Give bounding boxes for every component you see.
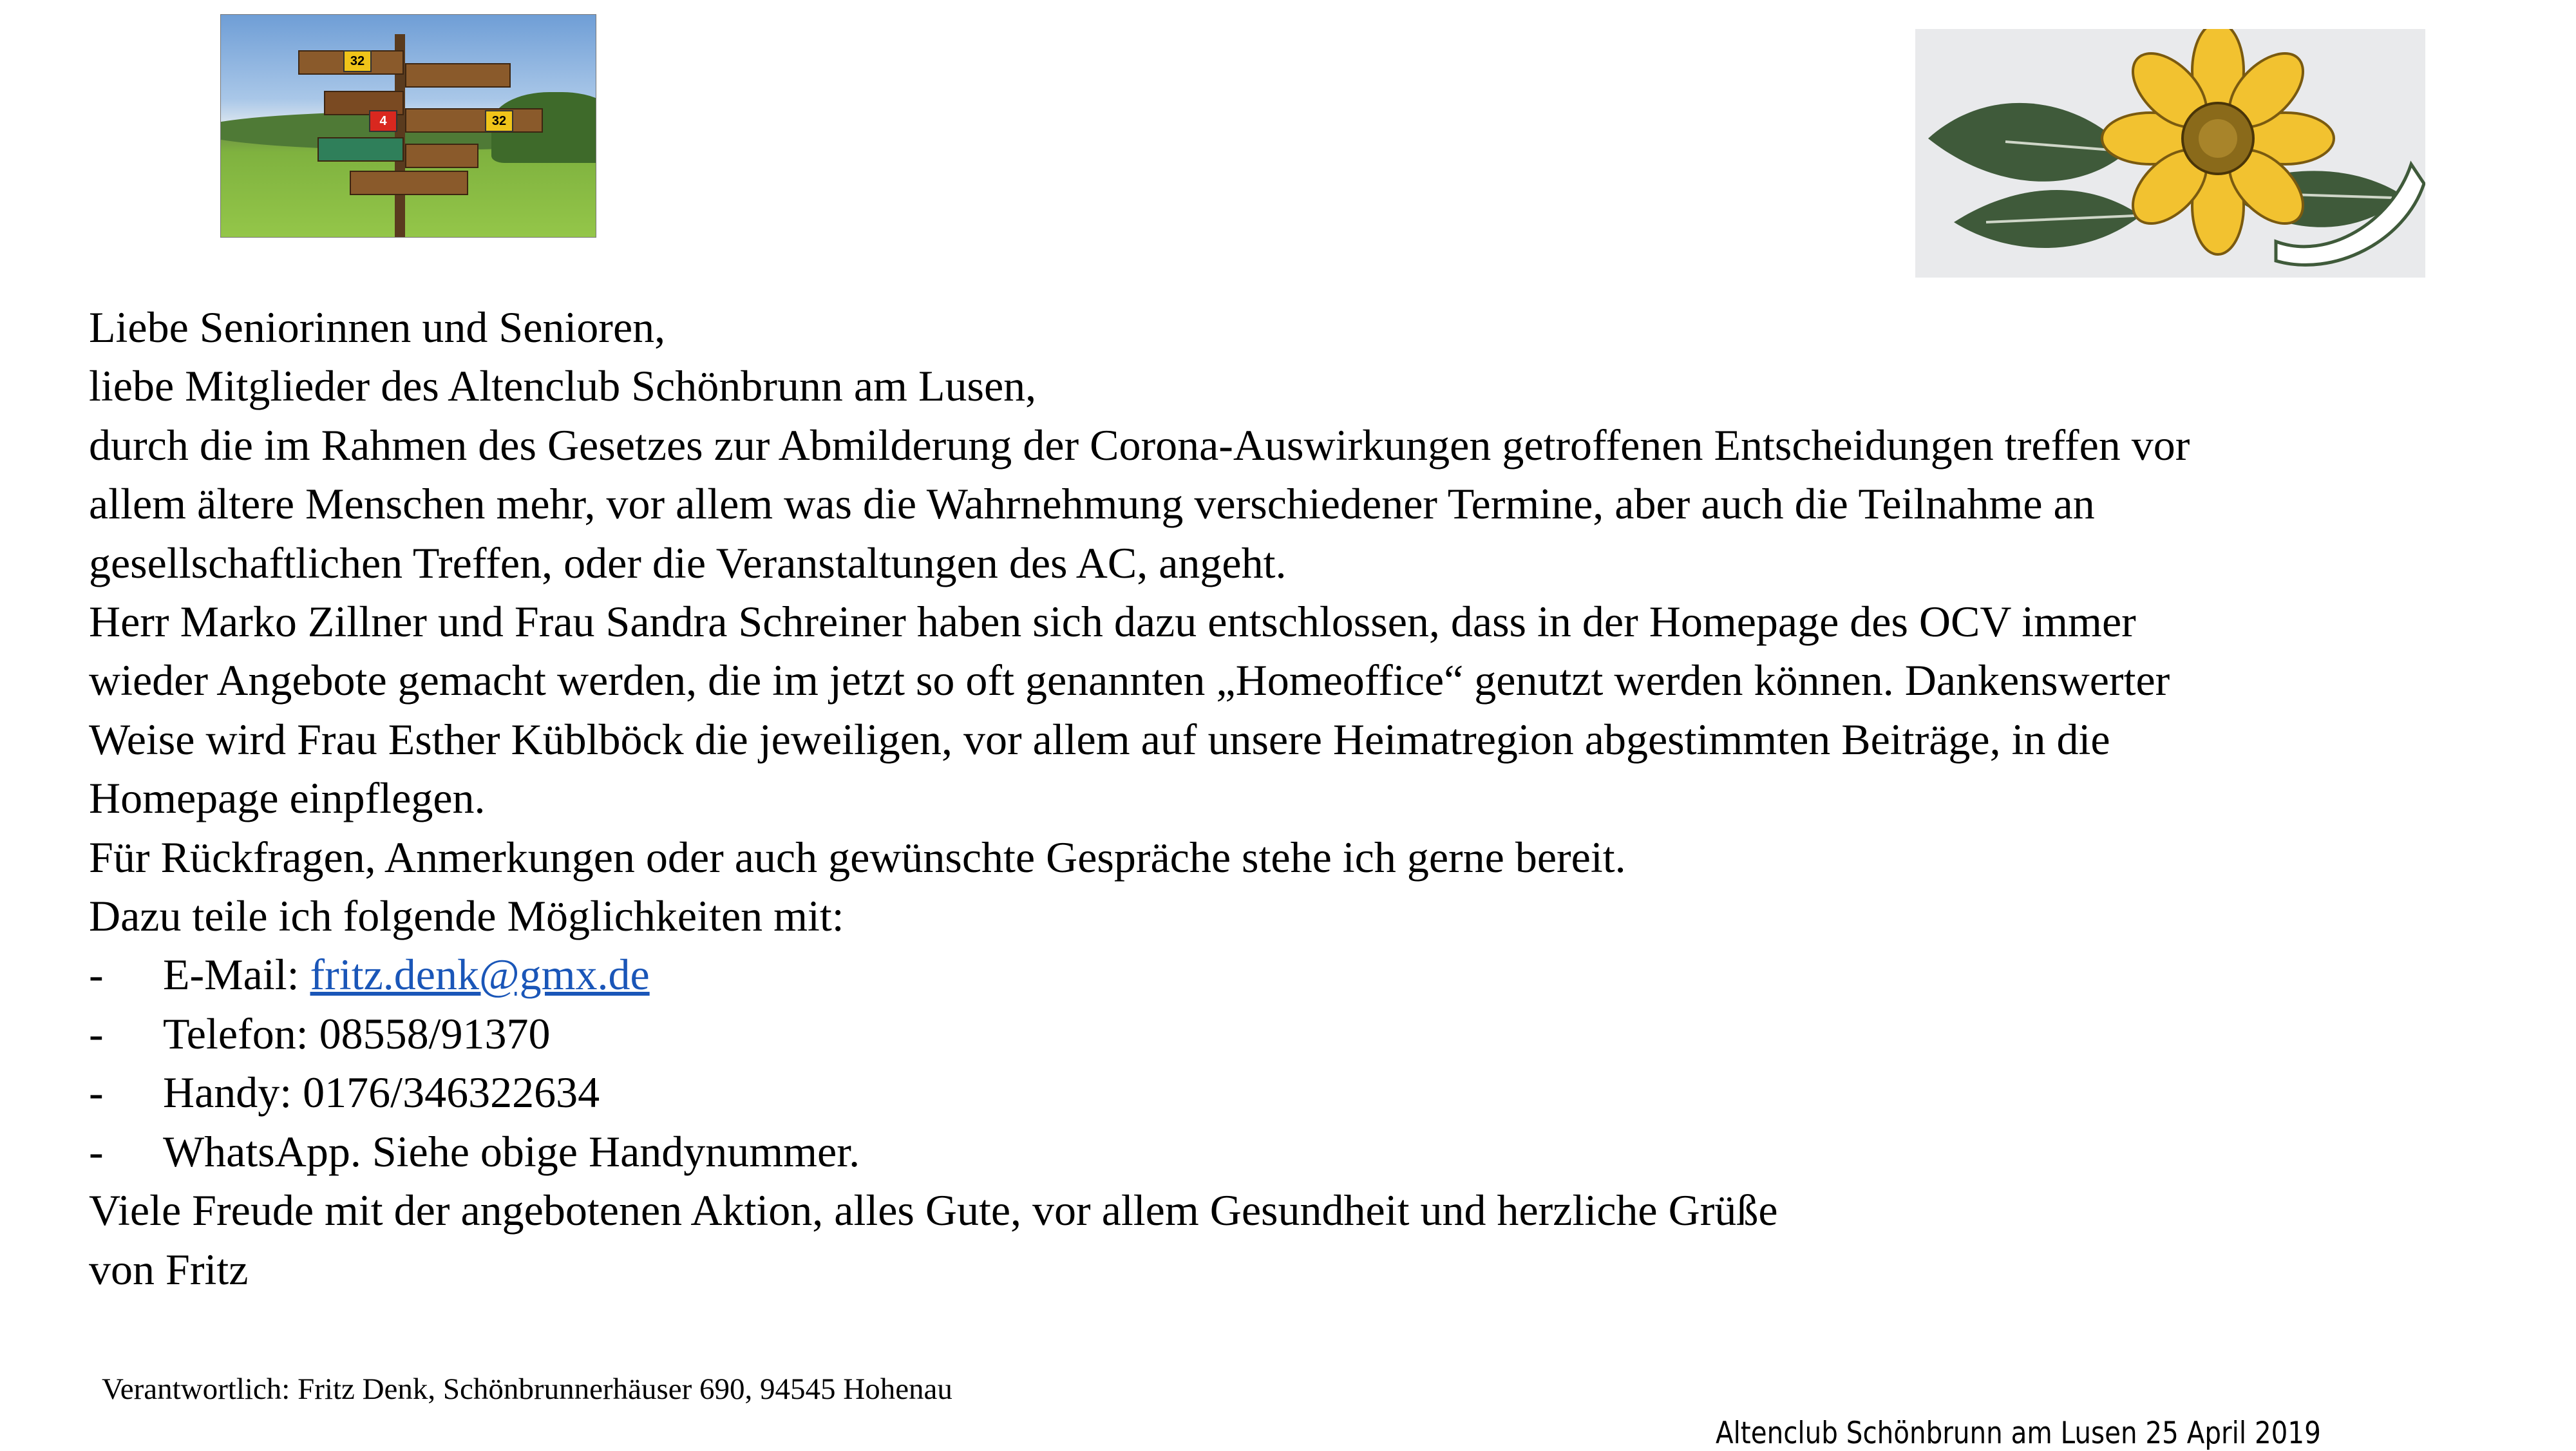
greeting-line: liebe Mitglieder des Altenclub Schönbrunn am Lusen,: [89, 361, 1037, 411]
signature-line: von Fritz: [89, 1244, 249, 1294]
flower-leaf-icon: [1915, 29, 2425, 278]
bayerwald-verein-logo: [1915, 29, 2425, 278]
paragraph-line: Herr Marko Zillner und Frau Sandra Schreiner haben sich dazu entschlossen, dass in der Homepage des OCV immer: [89, 597, 2136, 647]
responsible-footer: Verantwortlich: Fritz Denk, Schönbrunnerhäuser 690, 94545 Hohenau: [102, 1372, 952, 1406]
paragraph-line: Dazu teile ich folgende Möglichkeiten mit:: [89, 891, 844, 941]
paragraph-line: gesellschaftlichen Treffen, oder die Veranstaltungen des AC, angeht.: [89, 538, 1287, 587]
contact-label: Handy: 0176/346322634: [163, 1068, 600, 1117]
email-link[interactable]: fritz.denk@gmx.de: [310, 950, 650, 1000]
club-date-footer: Altenclub Schönbrunn am Lusen 25 April 2019: [1716, 1416, 2321, 1451]
list-bullet: -: [89, 1009, 104, 1058]
direction-sign: [317, 137, 404, 162]
direction-sign: [405, 144, 478, 168]
contact-item-whatsapp: [89, 1123, 2510, 1181]
contact-item-mobile: [89, 1063, 2510, 1122]
contact-label: Telefon: 08558/91370: [163, 1009, 551, 1058]
paragraph-line: Für Rückfragen, Anmerkungen oder auch gewünschte Gespräche stehe ich gerne bereit.: [89, 832, 1626, 882]
paragraph-line: Weise wird Frau Esther Küblböck die jeweiligen, vor allem auf unsere Heimatregion abgestimmten Beiträge, in die: [89, 714, 2110, 764]
list-bullet: -: [89, 950, 104, 1000]
direction-sign: [350, 171, 468, 195]
route-number-tag: 4: [369, 110, 397, 132]
paragraph-line: durch die im Rahmen des Gesetzes zur Abmilderung der Corona-Auswirkungen getroffenen Entscheidungen treffen vor: [89, 420, 2190, 469]
closing-line: Viele Freude mit der angebotenen Aktion, alles Gute, vor allem Gesundheit und herzliche Grüße: [89, 1186, 1778, 1235]
greeting-line: Liebe Seniorinnen und Senioren,: [89, 303, 666, 352]
paragraph-line: Homepage einpflegen.: [89, 773, 486, 823]
route-number-tag: 32: [485, 110, 513, 132]
letter-body: [89, 298, 2510, 1299]
paragraph-line: wieder Angebote gemacht werden, die im jetzt so oft genannten „Homeoffice“ genutzt werden können. Dankenswerter: [89, 656, 2170, 705]
list-bullet: -: [89, 1068, 104, 1117]
direction-sign: [405, 108, 543, 133]
route-number-tag: 32: [343, 50, 372, 72]
contact-label: WhatsApp. Siehe obige Handynummer.: [163, 1126, 860, 1176]
direction-sign: [405, 63, 511, 88]
paragraph-line: allem ältere Menschen mehr, vor allem was die Wahrnehmung verschiedener Termine, aber auch die Teilnahme an: [89, 479, 2095, 529]
list-bullet: -: [89, 1126, 104, 1176]
contact-item-phone: [89, 1005, 2510, 1063]
signpost-photo: [220, 14, 596, 238]
contact-label: E-Mail:: [163, 950, 310, 1000]
contact-item-email: [89, 945, 2510, 1004]
